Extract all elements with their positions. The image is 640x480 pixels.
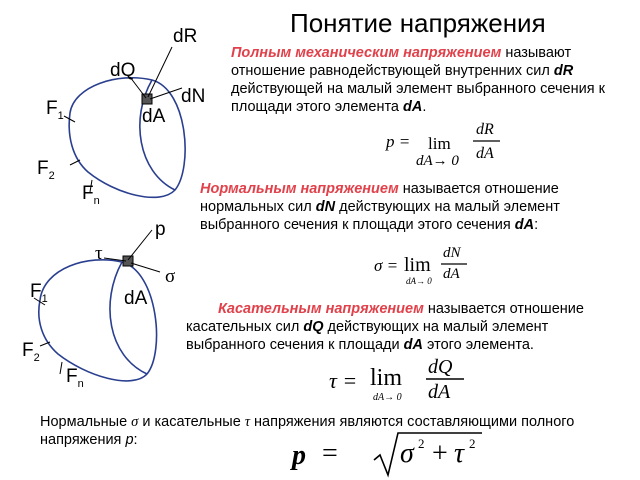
var-dA: dA xyxy=(403,99,423,115)
text: действующей на малый элемент выбранного сечения к площади этого элемента xyxy=(231,81,605,115)
text: напряжения являются составляющими полного напряжения xyxy=(40,414,575,448)
formula-final-sigma: σ xyxy=(400,438,414,469)
label-Fn-2: $F_n$ xyxy=(66,366,84,390)
text: действующих на малый элемент выбранного сечения к площади xyxy=(186,319,549,353)
formula-sigma-sub: dA→ 0 xyxy=(406,276,432,286)
formula-final-exp2: 2 xyxy=(469,436,476,451)
formula-final-exp1: 2 xyxy=(418,436,425,451)
force-tick-F2-1 xyxy=(70,160,80,165)
formula-p-lim: lim xyxy=(428,134,451,153)
formula-tau-lhs: τ = xyxy=(329,368,358,393)
text: действующих на малый элемент выбранного сечения к площади этого сечения xyxy=(200,199,560,233)
arrow-dR xyxy=(148,47,172,97)
formula-final-eq: = xyxy=(322,438,338,469)
label-Fn-1: $F_n$ xyxy=(82,183,100,207)
formula-p-num: dR xyxy=(476,121,494,138)
text: называют отношение равнодействующей внутренних сил xyxy=(231,45,572,79)
formula-final-tau: τ xyxy=(454,438,465,469)
var-dA: dA xyxy=(514,217,535,233)
definition-tangent-stress xyxy=(186,300,616,354)
text: Нормальные xyxy=(40,414,132,430)
page-title: Понятие напряжения xyxy=(290,8,546,38)
text: : xyxy=(133,432,138,448)
section-curve-2 xyxy=(110,262,147,374)
label-dN: dN xyxy=(181,86,206,107)
text: этого элемента. xyxy=(422,337,534,353)
formula-tau-lim: lim xyxy=(370,365,403,391)
definition-normal-stress xyxy=(200,180,610,234)
var-dA: dA xyxy=(403,337,423,353)
formula-sigma-num: dN xyxy=(443,245,461,261)
var-dR: dR xyxy=(553,63,574,79)
formula-p-lhs: p = xyxy=(386,132,411,151)
formula-p-den: dA xyxy=(476,145,494,162)
term-full-stress: Полным механическим напряжением xyxy=(231,45,502,61)
term-tangent-stress: Касательным напряжением xyxy=(218,301,424,317)
symbol-sigma: σ xyxy=(131,414,139,430)
label-F1-1: $F_1$ xyxy=(46,98,64,122)
body-outline-1 xyxy=(69,78,185,198)
formula-final-lhs: p xyxy=(292,440,306,471)
formula-sigma-lhs: σ = xyxy=(374,256,399,275)
body-outline-2 xyxy=(39,260,157,381)
label-F1-2: $F_1$ xyxy=(30,281,48,305)
arrow-p xyxy=(128,230,152,260)
label-dQ: dQ xyxy=(110,60,136,81)
label-F2-2: $F_2$ xyxy=(22,340,40,364)
symbol-p: p xyxy=(125,432,134,448)
label-dA-1: dA xyxy=(142,106,166,127)
formula-final-plus: + xyxy=(432,438,448,469)
term-normal-stress: Нормальным напряжением xyxy=(200,181,399,197)
text: : xyxy=(534,217,539,233)
force-tick-Fn-2 xyxy=(60,362,62,374)
label-dA-2: dA xyxy=(124,288,148,309)
formula-tau-num: dQ xyxy=(428,356,453,378)
definition-full-stress xyxy=(231,44,611,116)
label-sigma: σ xyxy=(165,266,176,287)
text: называется отношение нормальных сил xyxy=(200,181,559,215)
formula-sigma-den: dA xyxy=(443,266,460,282)
label-F2-1: $F_2$ xyxy=(37,158,55,182)
text: называется отношение касательных сил xyxy=(186,301,584,335)
formula-tau-sub: dA→ 0 xyxy=(373,392,402,403)
text: . xyxy=(422,99,427,115)
formula-sigma-lim: lim xyxy=(404,254,431,276)
label-dR: dR xyxy=(173,26,198,47)
label-tau: τ xyxy=(95,243,103,264)
var-dN: dN xyxy=(315,199,336,215)
formula-tau-den: dA xyxy=(428,381,451,403)
formula-p-sub: dA→ 0 xyxy=(416,153,459,169)
label-p: p xyxy=(155,219,166,240)
symbol-tau: τ xyxy=(244,414,251,430)
var-dQ: dQ xyxy=(303,319,324,335)
text: и касательные xyxy=(138,414,245,430)
